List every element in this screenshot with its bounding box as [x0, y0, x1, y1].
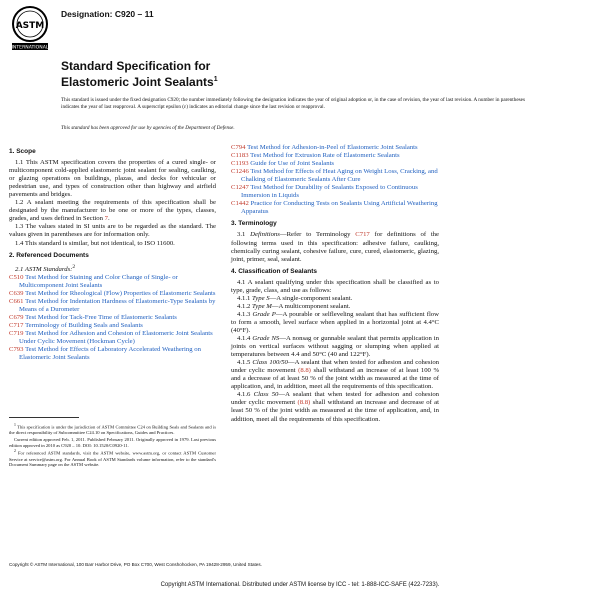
reference-title[interactable]: Test Method for Adhesion and Cohesion of Elastomeric Joint Sealants Under Cyclic Movement (Hockman Cycle) [19, 330, 213, 346]
footnote-1-edition: Current edition approved Feb. 1, 2011. Published February 2011. Originally approved in 1979. Last previous edition approved in 2010 as C920 – 10. DOI: 10.1520/C0920-11. [9, 436, 216, 448]
copyright-line: Copyright © ASTM International, 100 Barr Harbor Drive, PO Box C700, West Conshohocken, PA 19428-2959, United States. [9, 562, 262, 567]
reference-code[interactable]: C1183 [231, 152, 249, 160]
classification-4-1-6: 4.1.6 Class 50—A sealant that when tested for adhesion and cohesion under cyclic movement (8.8) shall withstand an increase and decrease of at least 50 % of the joint width as measured at the time of application, and, in addition, meet all the requirements of this specification. [231, 391, 440, 423]
designation: Designation: C920 – 11 [61, 9, 154, 19]
reference-title[interactable]: Test Method for Rheological (Flow) Properties of Elastomeric Sealants [25, 289, 216, 297]
reference-item[interactable] [9, 330, 216, 346]
reference-title[interactable]: Test Method for Adhesion-in-Peel of Elastomeric Joint Sealants [247, 144, 418, 151]
section-heading-terminology: 3. Terminology [231, 220, 277, 228]
title-footnote-ref[interactable]: 1 [213, 76, 218, 83]
reference-title[interactable]: Test Method for Indentation Hardness of Elastomeric-Type Sealants by Means of a Durometer [19, 298, 216, 314]
reference-item[interactable] [231, 184, 439, 200]
scope-1-3: 1.3 The values stated in SI units are to be regarded as the standard. The values given in parentheses are for information only. [9, 223, 216, 239]
classification-4-1-4: 4.1.4 Grade NS—A nonsag or gunnable sealant that permits application in joints on vertical surfaces without sagging or slumping when applied at temperatures between 4.4 and 50°C (40 and 122°F). [231, 335, 439, 359]
reference-item[interactable] [9, 346, 216, 362]
reference-item[interactable] [9, 290, 216, 298]
section-8-8-link[interactable]: (8.8) [297, 399, 311, 407]
astm-logo [10, 4, 50, 52]
reference-title[interactable]: Guide for Use of Joint Sealants [250, 160, 335, 168]
reference-code[interactable]: C639 [9, 289, 24, 297]
astm-standards-subheading: 2.1 ASTM Standards:$^2$ [15, 263, 76, 273]
reference-code[interactable]: C793 [9, 346, 24, 354]
reference-title[interactable]: Test Method for Durability of Sealants Exposed to Continuous Immersion in Liquids [241, 184, 418, 200]
reference-item[interactable] [9, 322, 216, 330]
reference-code[interactable]: C510 [9, 273, 24, 281]
reference-title[interactable]: Terminology of Building Seals and Sealants [25, 322, 143, 330]
reference-list-left [9, 274, 216, 363]
reference-title[interactable]: Test Method for Extrusion Rate of Elastomeric Sealants [250, 152, 400, 160]
section-heading-referenced: 2. Referenced Documents [9, 251, 89, 259]
reference-code[interactable]: C719 [9, 330, 24, 338]
classification-4-1-1: 4.1.1 Type S—A single-component sealant. [237, 294, 353, 302]
reference-code[interactable]: C679 [9, 314, 24, 322]
reference-title[interactable]: Test Method for Effects of Laboratory Accelerated Weathering on Elastomeric Joint Sealants [19, 346, 201, 362]
section-7-link[interactable]: 7 [104, 215, 108, 223]
footnote-1: $^1$ This specification is under the jurisdiction of ASTM Committee C24 on Building Seals and Sealants and is the direct responsibility of Subcommittee C24.10 on Specifications, Guides and Practices. [9, 423, 216, 436]
reference-item[interactable] [231, 152, 439, 160]
reference-title[interactable]: Test Method for Staining and Color Change of Single- or Multicomponent Joint Sealants [19, 273, 178, 289]
reference-list-right [231, 144, 439, 216]
reference-code[interactable]: C1193 [231, 160, 249, 168]
section-heading-classification: 4. Classification of Sealants [231, 267, 317, 275]
scope-1-4: 1.4 This standard is similar, but not identical, to ISO 11600. [15, 239, 175, 247]
license-line: Copyright ASTM International. Distributed under ASTM license by ICC - tel: 1-888-ICC-SAFE (422-7233). [160, 582, 440, 588]
dod-approval-note: This standard has been approved for use by agencies of the Department of Defense. [61, 125, 235, 131]
page-title [61, 60, 218, 89]
svg-text:ASTM: ASTM [15, 21, 45, 31]
c717-link[interactable]: C717 [355, 231, 370, 239]
scope-1-2: 1.2 A sealant meeting the requirements of this specification shall be designated by the manufacturer to be one or more of the types, classes, grades, and uses defined in Section 7. [9, 199, 216, 223]
scope-1-1: 1.1 This ASTM specification covers the properties of a cured single- or multicomponent cold-applied elastomeric joint sealant for sealing, caulking, or glazing operations on buildings, plazas, and decks for vehicular or pedestrian use, and types of construction other than highway and airfield pavements and bridges. [9, 159, 216, 199]
classification-4-1-5: 4.1.5 Class 100/50—A sealant that when tested for adhesion and cohesion under cyclic movement (8.8) shall withstand an increase of at least 100 % and a decrease of at least 50 % of the joint width as measured at the time of application, and, in addition, meet all the requirements of this specification. [231, 359, 440, 391]
section-8-8-link[interactable]: (8.8) [298, 367, 311, 375]
reference-item[interactable] [231, 200, 439, 216]
right-column [231, 144, 439, 424]
classification-4-1-2: 4.1.2 Type M—A multicomponent sealant. [237, 302, 351, 310]
section-heading-scope: 1. Scope [9, 148, 36, 155]
reference-title[interactable]: Test Method for Effects of Heat Aging on Weight Loss, Cracking, and Chalking of Elastomeric Sealants After Cure [241, 168, 438, 184]
reference-code[interactable]: C1442 [231, 200, 249, 208]
reference-code[interactable]: C717 [9, 322, 24, 330]
footnote-2: $^2$ For referenced ASTM standards, visit the ASTM website, www.astm.org, or contact ASTM Customer Service at service@astm.org. For Annual Book of ASTM Standards volume information, refer to the standard's Document Summary page on the ASTM website. [9, 449, 216, 468]
left-column [9, 144, 216, 362]
reference-item[interactable] [9, 274, 216, 290]
title-line-2: Elastomeric Joint Sealants$^1$ [61, 75, 218, 89]
svg-text:INTERNATIONAL: INTERNATIONAL [11, 45, 49, 51]
reference-item[interactable] [231, 168, 439, 184]
terminology-3-1: 3.1 Definitions—Refer to Terminology C717 for definitions of the following terms used in this specification: adhesive failure, caulking, chemically curing sealant, cohesive failure, cure, cured, elastomeric, glazing, joint, primer, seal, sealant. [231, 231, 439, 263]
classification-4-1: 4.1 A sealant qualifying under this specification shall be classified as to type, grade, class, and use as follows: [231, 278, 439, 294]
designation-notice: This standard is issued under the fixed designation C920; the number immediately following the designation indicates the year of original adoption or, in the case of revision, the year of last revision. A number in parentheses indicates the year of last reapproval. A superscript epsilon (ε) indicates an editorial change since the last revision or reapproval. [61, 97, 525, 110]
footnote-divider [9, 417, 79, 418]
reference-item[interactable] [231, 144, 439, 152]
reference-code[interactable]: C1246 [231, 168, 249, 176]
reference-item[interactable] [231, 160, 439, 168]
reference-code[interactable]: C661 [9, 298, 24, 306]
reference-title[interactable]: Test Method for Tack-Free Time of Elastomeric Sealants [25, 314, 177, 322]
reference-item[interactable] [9, 314, 216, 322]
reference-code[interactable]: C1247 [231, 184, 249, 192]
reference-title[interactable]: Practice for Conducting Tests on Sealants Using Artificial Weathering Apparatus [241, 200, 438, 216]
footnotes [9, 423, 216, 469]
reference-code[interactable]: C794 [231, 144, 246, 151]
title-line-1: Standard Specification for [61, 59, 211, 73]
reference-item[interactable] [9, 298, 216, 314]
classification-4-1-3: 4.1.3 Grade P—A pourable or selfleveling sealant that has sufficient flow to form a smooth, level surface when applied in a horizontal joint at 4.4°C (40°F). [231, 310, 439, 334]
